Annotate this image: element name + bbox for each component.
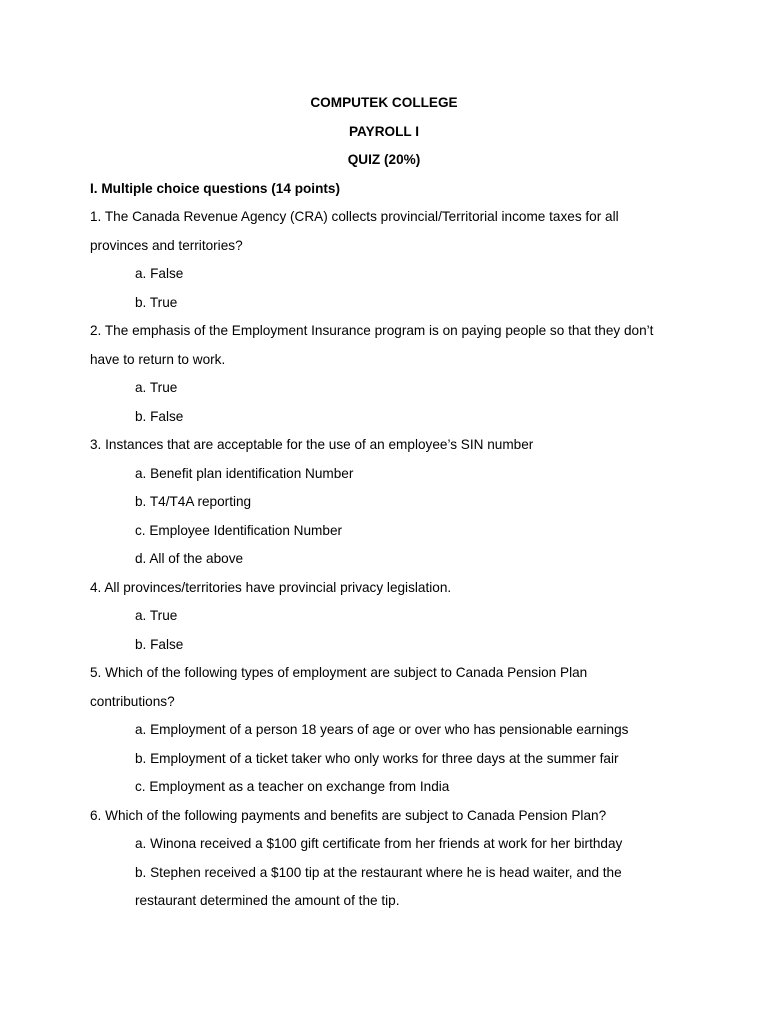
question-text: 3. Instances that are acceptable for the use of an employee’s SIN number (90, 437, 534, 452)
answer-option: c. Employment as a teacher on exchange from India (135, 779, 450, 794)
question-text: 1. The Canada Revenue Agency (CRA) collects provincial/Territorial income taxes for all (90, 209, 619, 224)
college-title: COMPUTEK COLLEGE (310, 95, 458, 110)
answer-option-continuation: restaurant determined the amount of the tip. (135, 893, 400, 908)
answer-option: a. Employment of a person 18 years of age or over who has pensionable earnings (135, 722, 629, 737)
answer-option: a. False (135, 266, 184, 281)
question-text: provinces and territories? (90, 237, 243, 253)
answer-option: d. All of the above (135, 551, 244, 566)
quiz-title: QUIZ (20%) (347, 152, 421, 167)
answer-option: a. True (135, 380, 178, 395)
answer-option: b. False (135, 636, 184, 652)
question-text: 4. All provinces/territories have provincial privacy legislation. (90, 579, 452, 595)
question-text: have to return to work. (90, 351, 226, 367)
question-text: 6. Which of the following payments and benefits are subject to Canada Pension Plan? (90, 807, 607, 823)
answer-option: a. Benefit plan identification Number (135, 465, 354, 481)
question-6 (90, 802, 690, 916)
course-title: PAYROLL I (349, 123, 419, 139)
question-5 (90, 659, 690, 802)
question-4 (90, 574, 690, 660)
question-1 (90, 203, 690, 317)
question-text: 5. Which of the following types of employment are subject to Canada Pension Plan (90, 665, 588, 680)
answer-option: b. Employment of a ticket taker who only works for three days at the summer fair (135, 750, 619, 766)
answer-option: b. False (135, 408, 184, 424)
question-text: 2. The emphasis of the Employment Insurance program is on paying people so that they don’t (90, 323, 654, 338)
question-3 (90, 431, 690, 574)
answer-option: a. Winona received a $100 gift certificate from her friends at work for her birthday (135, 836, 623, 851)
answer-option: c. Employee Identification Number (135, 522, 343, 538)
answer-option: a. True (135, 608, 178, 623)
section-heading: I. Multiple choice questions (14 points) (90, 180, 340, 196)
question-text: contributions? (90, 693, 175, 709)
answer-option: b. T4/T4A reporting (135, 494, 252, 509)
document-content (90, 89, 690, 916)
answer-option: b. Stephen received a $100 tip at the restaurant where he is head waiter, and the (135, 864, 622, 880)
answer-option: b. True (135, 294, 178, 310)
question-2 (90, 317, 690, 431)
